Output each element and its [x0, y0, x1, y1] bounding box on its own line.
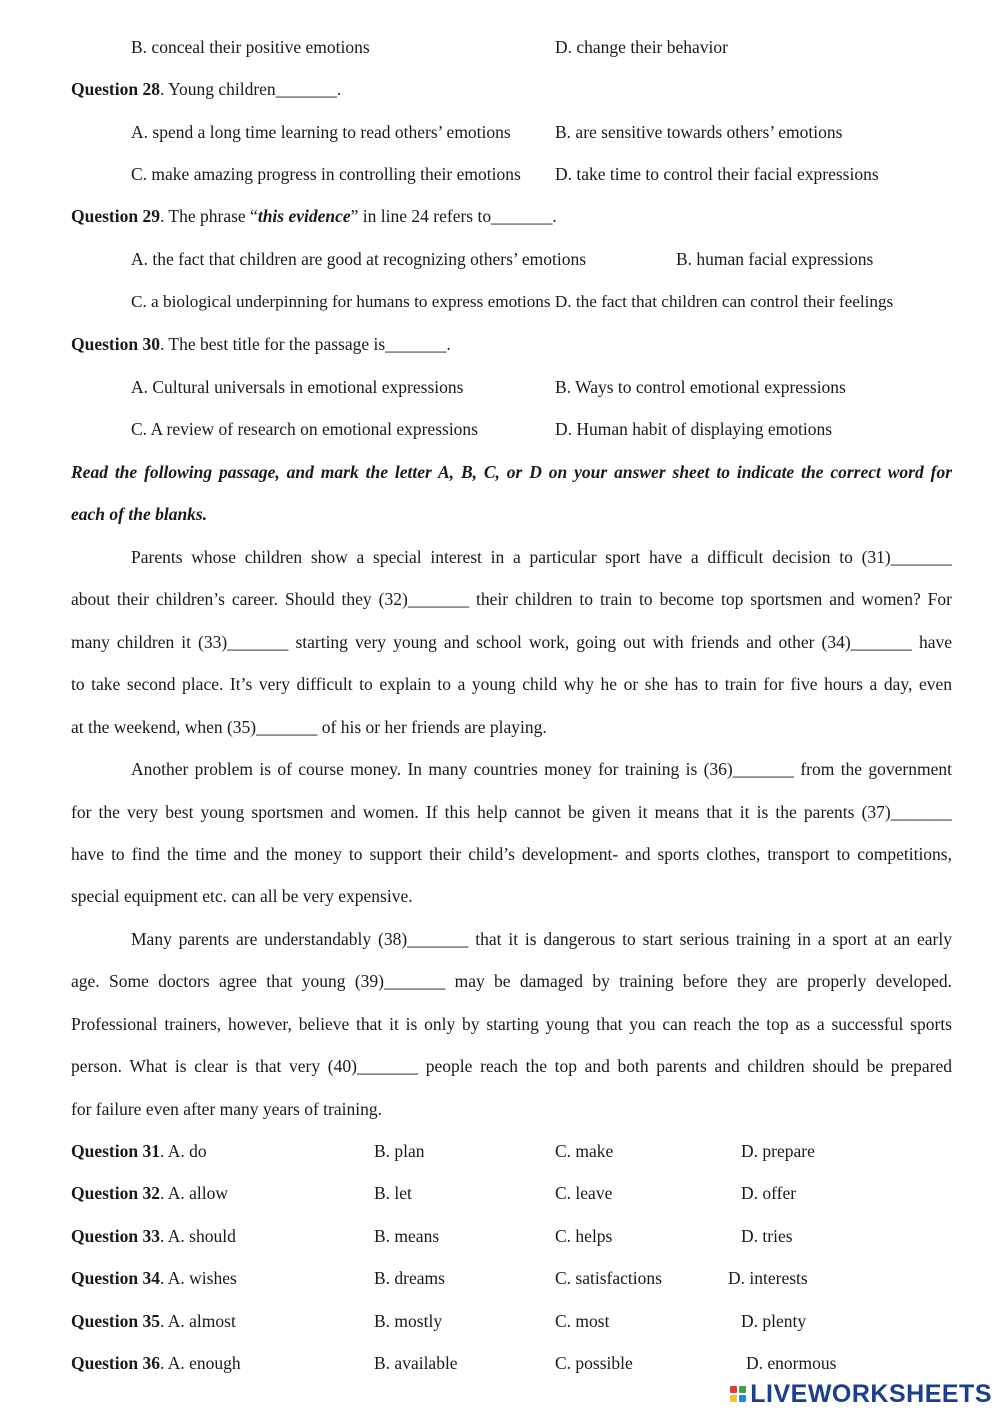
passage-line: special equipment etc. can all be very expensive.	[71, 886, 413, 906]
option-a: . A. almost	[159, 1311, 236, 1331]
liveworksheets-logo	[730, 1381, 992, 1407]
q28-option-d: D. take time to control their facial expressions	[555, 164, 879, 184]
option-d: D. interests	[728, 1268, 808, 1288]
question-29	[71, 204, 557, 228]
option-a: . A. enough	[159, 1353, 241, 1373]
q29-option-a: A. the fact that children are good at recognizing others’ emotions	[131, 249, 586, 269]
passage-line: at the weekend, when (35)_______ of his or her friends are playing.	[71, 717, 547, 737]
question-stem-pre: . The phrase “	[159, 206, 258, 226]
option-c: C. most	[555, 1311, 610, 1331]
emphasized-phrase: this evidence	[257, 206, 351, 226]
passage-line: many children it (33)_______ starting very young and school work, going out with friends and other (34)_______ have	[71, 632, 952, 652]
option-b: B. plan	[374, 1141, 425, 1161]
question-stem: . Young children_______.	[159, 79, 342, 99]
logo-square	[730, 1395, 737, 1402]
logo-square	[739, 1395, 746, 1402]
question-label: Question 35	[71, 1311, 160, 1331]
question-28	[71, 77, 341, 101]
option-c: C. possible	[555, 1353, 633, 1373]
q27-option-b: B. conceal their positive emotions	[131, 37, 370, 57]
q29-option-b: B. human facial expressions	[676, 249, 874, 269]
passage-line: age. Some doctors agree that young (39)_______ may be damaged by training before they are properly developed.	[71, 971, 952, 991]
option-b: B. means	[374, 1226, 440, 1246]
passage-line: Professional trainers, however, believe that it is only by starting young that you can reach the top as a successful sports	[71, 1014, 952, 1034]
q30-option-c: C. A review of research on emotional expressions	[131, 419, 478, 439]
q29-option-c-d: C. a biological underpinning for humans to express emotions D. the fact that children can control their feelings	[131, 292, 894, 311]
option-b: B. available	[374, 1353, 458, 1373]
question-32	[71, 1181, 228, 1205]
question-35	[71, 1309, 236, 1333]
option-c: C. satisfactions	[555, 1268, 662, 1288]
question-label: Question 32	[71, 1183, 160, 1203]
option-d: D. prepare	[741, 1141, 815, 1161]
option-c: C. make	[555, 1141, 614, 1161]
question-stem-post: ” in line 24 refers to_______.	[350, 206, 557, 226]
option-a: . A. wishes	[159, 1268, 237, 1288]
option-c: C. helps	[555, 1226, 613, 1246]
question-36	[71, 1351, 241, 1375]
passage-line: Parents whose children show a special interest in a particular sport have a difficult decision to (31)_______	[131, 547, 952, 567]
passage-line: for the very best young sportsmen and women. If this help cannot be given it means that it is the parents (37)_______	[71, 802, 952, 822]
q28-option-b: B. are sensitive towards others’ emotions	[555, 122, 843, 142]
q28-option-c: C. make amazing progress in controlling their emotions	[131, 164, 521, 184]
logo-text: LIVEWORKSHEETS	[750, 1379, 992, 1408]
option-b: B. dreams	[374, 1268, 445, 1288]
logo-square	[730, 1386, 737, 1393]
option-d: D. offer	[741, 1183, 797, 1203]
q30-option-d: D. Human habit of displaying emotions	[555, 419, 833, 439]
option-b: B. let	[374, 1183, 412, 1203]
passage-line: Many parents are understandably (38)_______ that it is dangerous to start serious training in a sport at an early	[131, 929, 952, 949]
question-34	[71, 1266, 237, 1290]
question-label: Question 28	[71, 79, 160, 99]
option-a: . A. allow	[159, 1183, 229, 1203]
question-label: Question 29	[71, 206, 160, 226]
option-d: D. plenty	[741, 1311, 807, 1331]
passage-line: Another problem is of course money. In many countries money for training is (36)_______ from the government	[131, 759, 952, 779]
passage-line: have to find the time and the money to support their child’s development- and sports clothes, transport to competitions,	[71, 844, 952, 864]
passage-line: to take second place. It’s very difficult to explain to a young child why he or she has to train for five hours a day, even	[71, 674, 952, 694]
q30-option-b: B. Ways to control emotional expressions	[555, 377, 846, 397]
passage-line: for failure even after many years of training.	[71, 1099, 382, 1119]
question-30	[71, 332, 451, 356]
q28-option-a: A. spend a long time learning to read others’ emotions	[131, 122, 511, 142]
question-label: Question 33	[71, 1226, 160, 1246]
option-b: B. mostly	[374, 1311, 443, 1331]
logo-square	[739, 1386, 746, 1393]
passage-line: about their children’s career. Should they (32)_______ their children to train to become top sportsmen and women? For	[71, 589, 952, 609]
question-stem: . The best title for the passage is_______.	[159, 334, 451, 354]
option-c: C. leave	[555, 1183, 613, 1203]
option-d: D. enormous	[746, 1353, 837, 1373]
question-label: Question 36	[71, 1353, 160, 1373]
option-d: D. tries	[741, 1226, 793, 1246]
option-a: . A. do	[159, 1141, 207, 1161]
option-a: . A. should	[159, 1226, 236, 1246]
q27-option-d: D. change their behavior	[555, 37, 728, 57]
passage-line: person. What is clear is that very (40)_______ people reach the top and both parents and children should be prepared	[71, 1056, 952, 1076]
question-33	[71, 1224, 236, 1248]
question-31	[71, 1139, 207, 1163]
question-label: Question 31	[71, 1141, 160, 1161]
instruction-line-1: Read the following passage, and mark the letter A, B, C, or D on your answer sheet to indicate the correct word for	[71, 462, 952, 482]
question-label: Question 34	[71, 1268, 160, 1288]
logo-squares-icon	[730, 1386, 746, 1402]
instruction-line-2: each of the blanks.	[71, 504, 208, 524]
question-label: Question 30	[71, 334, 160, 354]
q30-option-a: A. Cultural universals in emotional expressions	[131, 377, 464, 397]
